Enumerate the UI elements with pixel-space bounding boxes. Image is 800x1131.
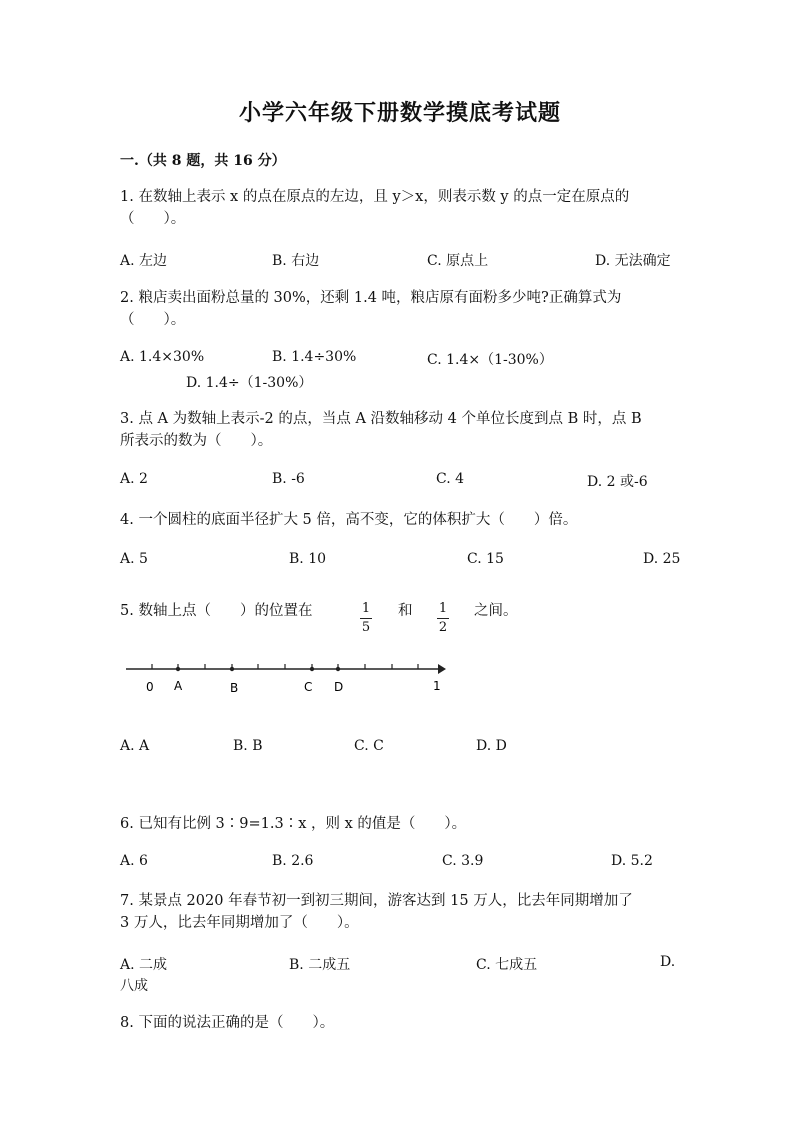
question-1-text-cont: （ ）。	[120, 211, 186, 227]
q6-option-d[interactable]: D. 5.2	[611, 853, 653, 869]
q6-option-b[interactable]: B. 2.6	[272, 853, 314, 869]
fraction-denominator: 5	[361, 620, 371, 635]
question-7-text: 7. 某景点 2020 年春节初一到初三期间，游客达到 15 万人，比去年同期增加了	[120, 893, 633, 909]
fraction-numerator: 1	[438, 601, 448, 616]
q6-option-c[interactable]: C. 3.9	[442, 853, 484, 869]
question-5-and: 和	[398, 603, 413, 619]
question-2-text-cont: （ ）。	[120, 312, 186, 328]
question-2-text: 2. 粮店卖出面粉总量的 30%，还剩 1.4 吨，粮店原有面粉多少吨?正确算式为	[120, 290, 622, 306]
question-3-text: 3. 点 A 为数轴上表示-2 的点，当点 A 沿数轴移动 4 个单位长度到点 B 时，点 B	[120, 411, 642, 427]
q1-option-d[interactable]: D. 无法确定	[595, 253, 671, 269]
q7-option-a[interactable]: A. 二成	[120, 957, 168, 973]
q7-option-d[interactable]: D.	[660, 954, 676, 970]
q7-option-d-text[interactable]: 八成	[120, 978, 148, 994]
fraction-one-half	[437, 597, 449, 636]
q4-option-a[interactable]: A. 5	[120, 551, 148, 567]
q2-option-a[interactable]: A. 1.4×30%	[120, 349, 205, 365]
q4-option-b[interactable]: B. 10	[289, 551, 327, 567]
point-a-marker	[176, 667, 180, 671]
q1-option-a[interactable]: A. 左边	[120, 253, 168, 269]
question-3-text-cont: 所表示的数为（ ）。	[120, 433, 273, 449]
q3-option-b[interactable]: B. -6	[272, 471, 305, 487]
q5-option-a[interactable]: A. A	[120, 738, 150, 754]
question-5-suffix: 之间。	[474, 603, 518, 619]
label-d: D	[334, 680, 344, 694]
point-b-marker	[230, 667, 234, 671]
q2-option-b[interactable]: B. 1.4÷30%	[272, 349, 357, 365]
question-4-text: 4. 一个圆柱的底面半径扩大 5 倍，高不变，它的体积扩大（ ）倍。	[120, 512, 578, 528]
q3-option-a[interactable]: A. 2	[120, 471, 148, 487]
fraction-denominator: 2	[438, 620, 448, 635]
question-1-text: 1. 在数轴上表示 x 的点在原点的左边，且 y＞x，则表示数 y 的点一定在原点的	[120, 189, 630, 205]
q6-option-a[interactable]: A. 6	[120, 853, 148, 869]
q1-option-c[interactable]: C. 原点上	[427, 253, 489, 269]
q7-option-b[interactable]: B. 二成五	[289, 957, 351, 973]
label-b: B	[230, 681, 239, 695]
label-one: 1	[433, 679, 441, 693]
q3-option-d[interactable]: D. 2 或-6	[587, 474, 648, 490]
fraction-bar	[437, 618, 449, 619]
question-7-text-cont: 3 万人，比去年同期增加了（ ）。	[120, 915, 359, 931]
fraction-numerator: 1	[361, 601, 371, 616]
q4-option-c[interactable]: C. 15	[467, 551, 504, 567]
section-header: 一.（共 8 题，共 16 分）	[120, 153, 286, 169]
number-line-ticks	[152, 664, 418, 669]
label-c: C	[304, 680, 313, 694]
q1-option-b[interactable]: B. 右边	[272, 253, 320, 269]
number-line-arrow-icon	[438, 664, 446, 674]
q2-option-c[interactable]: C. 1.4×（1-30%）	[427, 352, 553, 368]
q5-option-b[interactable]: B. B	[233, 738, 263, 754]
fraction-bar	[360, 618, 372, 619]
q4-option-d[interactable]: D. 25	[643, 551, 681, 567]
question-6-text: 6. 已知有比例 3∶9=1.3∶x ，则 x 的值是（ ）。	[120, 816, 467, 832]
q5-option-d[interactable]: D. D	[476, 738, 507, 754]
number-line-figure	[120, 655, 460, 700]
q7-option-c[interactable]: C. 七成五	[476, 957, 538, 973]
label-zero: 0	[146, 680, 154, 694]
question-5-text: 5. 数轴上点（ ）的位置在	[120, 603, 313, 619]
page-title: 小学六年级下册数学摸底考试题	[238, 100, 561, 126]
point-d-marker	[336, 667, 340, 671]
label-a: A	[174, 679, 183, 693]
fraction-one-fifth	[360, 597, 372, 636]
q2-option-d[interactable]: D. 1.4÷（1-30%）	[186, 375, 313, 391]
question-8-text: 8. 下面的说法正确的是（ ）。	[120, 1015, 335, 1031]
q3-option-c[interactable]: C. 4	[436, 471, 465, 487]
point-c-marker	[310, 667, 314, 671]
q5-option-c[interactable]: C. C	[354, 738, 384, 754]
